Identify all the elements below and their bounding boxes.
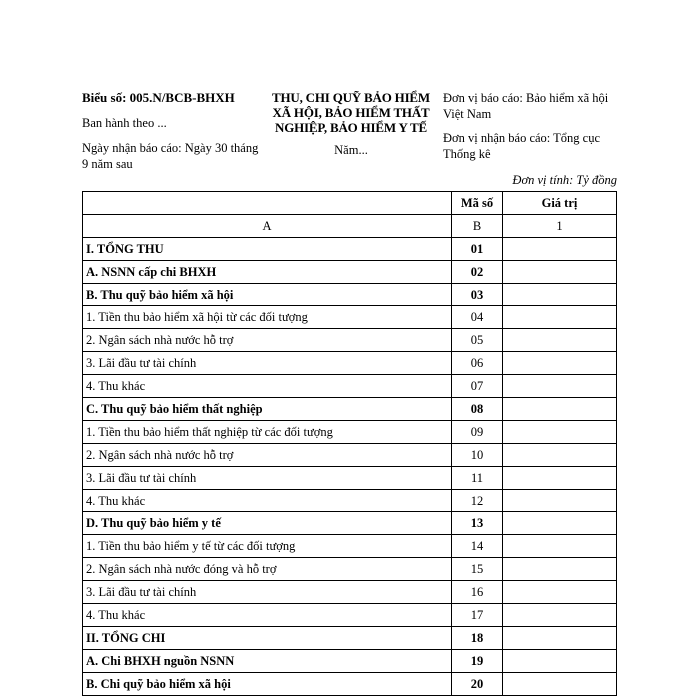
col-header-value: Giá trị [503, 192, 617, 215]
row-value-cell[interactable] [503, 283, 617, 306]
receive-date: Ngày nhận báo cáo: Ngày 30 tháng 9 năm sau [82, 141, 259, 171]
table-row [83, 466, 617, 489]
report-table [82, 191, 617, 696]
row-value-cell[interactable] [503, 672, 617, 695]
col-letter-value: 1 [503, 214, 617, 237]
row-code: 14 [452, 535, 503, 558]
row-value-cell[interactable] [503, 649, 617, 672]
row-value-cell[interactable] [503, 237, 617, 260]
table-row [83, 260, 617, 283]
row-label: C. Thu quỹ bảo hiểm thất nghiệp [83, 398, 452, 421]
row-code: 04 [452, 306, 503, 329]
row-value-cell[interactable] [503, 581, 617, 604]
row-code: 02 [452, 260, 503, 283]
row-label: 1. Tiền thu bảo hiểm thất nghiệp từ các đối tượng [83, 420, 452, 443]
table-row [83, 535, 617, 558]
row-code: 13 [452, 512, 503, 535]
row-label: 4. Thu khác [83, 375, 452, 398]
row-label: B. Chi quỹ bảo hiểm xã hội [83, 672, 452, 695]
table-row [83, 420, 617, 443]
row-label: 2. Ngân sách nhà nước hỗ trợ [83, 443, 452, 466]
row-label: 3. Lãi đầu tư tài chính [83, 352, 452, 375]
table-row [83, 489, 617, 512]
row-code: 09 [452, 420, 503, 443]
reporting-unit: Đơn vị báo cáo: Bảo hiểm xã hội Việt Nam [443, 91, 609, 121]
row-value-cell[interactable] [503, 535, 617, 558]
row-value-cell[interactable] [503, 398, 617, 421]
report-title: THU, CHI QUỸ BẢO HIỂM XÃ HỘI, BẢO HIỂM THẤT NGHIỆP, BẢO HIỂM Y TẾ [272, 90, 430, 135]
row-label: 4. Thu khác [83, 489, 452, 512]
row-value-cell[interactable] [503, 604, 617, 627]
row-code: 10 [452, 443, 503, 466]
report-year: Năm... [334, 143, 368, 157]
row-label: II. TỔNG CHI [83, 626, 452, 649]
row-value-cell[interactable] [503, 558, 617, 581]
unit-of-measure: Đơn vị tính: Tỷ đồng [512, 173, 617, 187]
table-row [83, 306, 617, 329]
row-code: 08 [452, 398, 503, 421]
row-code: 17 [452, 604, 503, 627]
col-header-code: Mã số [452, 192, 503, 215]
row-code: 11 [452, 466, 503, 489]
row-label: 1. Tiền thu bảo hiểm xã hội từ các đối tượng [83, 306, 452, 329]
row-value-cell[interactable] [503, 306, 617, 329]
table-row [83, 398, 617, 421]
row-label: I. TỔNG THU [83, 237, 452, 260]
table-row [83, 329, 617, 352]
row-code: 15 [452, 558, 503, 581]
issued-by: Ban hành theo ... [82, 116, 167, 130]
row-label: 1. Tiền thu bảo hiểm y tế từ các đối tượng [83, 535, 452, 558]
header-left [82, 90, 262, 172]
row-label: D. Thu quỹ bảo hiểm y tế [83, 512, 452, 535]
form-code: Biểu số: 005.N/BCB-BHXH [82, 90, 235, 105]
row-value-cell[interactable] [503, 260, 617, 283]
row-code: 20 [452, 672, 503, 695]
row-value-cell[interactable] [503, 443, 617, 466]
row-code: 06 [452, 352, 503, 375]
row-label: A. Chi BHXH nguồn NSNN [83, 649, 452, 672]
row-label: 3. Lãi đầu tư tài chính [83, 581, 452, 604]
row-value-cell[interactable] [503, 420, 617, 443]
col-letter-name: A [83, 214, 452, 237]
row-label: 2. Ngân sách nhà nước đóng và hỗ trợ [83, 558, 452, 581]
row-value-cell[interactable] [503, 626, 617, 649]
row-code: 19 [452, 649, 503, 672]
table-row [83, 237, 617, 260]
table-row [83, 512, 617, 535]
row-code: 07 [452, 375, 503, 398]
table-row [83, 283, 617, 306]
row-value-cell[interactable] [503, 329, 617, 352]
row-code: 01 [452, 237, 503, 260]
receiving-unit: Đơn vị nhận báo cáo: Tổng cục Thống kê [443, 131, 601, 161]
row-code: 05 [452, 329, 503, 352]
row-code: 16 [452, 581, 503, 604]
row-label: 2. Ngân sách nhà nước hỗ trợ [83, 329, 452, 352]
row-value-cell[interactable] [503, 352, 617, 375]
row-code: 03 [452, 283, 503, 306]
table-header-row [83, 192, 617, 215]
row-value-cell[interactable] [503, 375, 617, 398]
table-row [83, 649, 617, 672]
row-label: A. NSNN cấp chi BHXH [83, 260, 452, 283]
row-label: 3. Lãi đầu tư tài chính [83, 466, 452, 489]
table-row [83, 626, 617, 649]
table-row [83, 375, 617, 398]
table-row [83, 352, 617, 375]
table-letter-row [83, 214, 617, 237]
table-row [83, 443, 617, 466]
table-row [83, 672, 617, 695]
row-value-cell[interactable] [503, 512, 617, 535]
row-code: 18 [452, 626, 503, 649]
row-code: 12 [452, 489, 503, 512]
col-letter-code: B [452, 214, 503, 237]
row-label: B. Thu quỹ bảo hiểm xã hội [83, 283, 452, 306]
row-value-cell[interactable] [503, 489, 617, 512]
col-header-name [83, 192, 452, 215]
header-center [262, 90, 440, 158]
header-right [443, 90, 623, 162]
table-row [83, 604, 617, 627]
row-label: 4. Thu khác [83, 604, 452, 627]
row-value-cell[interactable] [503, 466, 617, 489]
table-row [83, 558, 617, 581]
table-row [83, 581, 617, 604]
